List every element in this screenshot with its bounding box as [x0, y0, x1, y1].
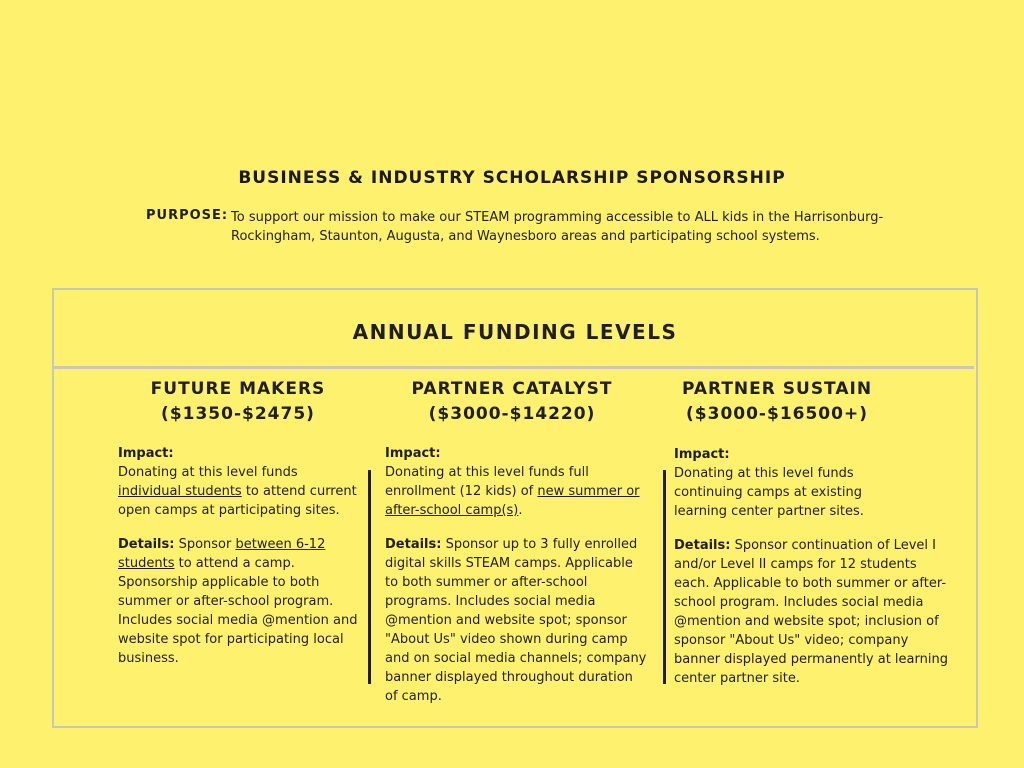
- impact-text-end: .: [518, 503, 523, 518]
- impact-link: new summer or after-school camp(s): [385, 484, 640, 518]
- level-heading-future-makers: [118, 377, 358, 427]
- purpose-text: To support our mission to make our STEAM programming accessible to ALL kids in the Harrisonburg-Rockingham, Staunton, Augusta, and Waynesboro areas and participating school systems.: [231, 210, 884, 244]
- level-body-future-makers: [118, 444, 364, 668]
- level-name: PARTNER SUSTAIN: [681, 379, 873, 399]
- impact-text: Donating at this level funds full enrollment (12 kids) of: [385, 465, 589, 499]
- impact-label: Impact:: [674, 447, 730, 462]
- impact-label: Impact:: [118, 446, 174, 461]
- impact-text-end: to attend current open camps at participating sites.: [118, 484, 357, 518]
- details-label: Details:: [385, 537, 442, 552]
- details-text: Sponsor continuation of Level I and/or Level II camps for 12 students each. Applicable to both summer or after-school program. Includes social media @mention and website spot; inclusion of sponsor "About Us" video; company banner displayed permanently at learning center partner site.: [674, 538, 948, 686]
- impact-label: Impact:: [385, 446, 441, 461]
- level-range: ($1350-$2475): [161, 404, 315, 424]
- column-divider-2: [663, 470, 666, 684]
- details-text: Sponsor up to 3 fully enrolled digital skills STEAM camps. Applicable to both summer or after-school programs. Includes social media @mention and website spot; sponsor "About Us" video shown during camp and on social media channels; company banner displayed throughout duration of camp.: [385, 537, 647, 704]
- details-text-end: to attend a camp. Sponsorship applicable to both summer or after-school program. Includes social media @mention and website spot for participating local business.: [118, 556, 358, 666]
- details-label: Details:: [118, 537, 175, 552]
- page-title: BUSINESS & INDUSTRY SCHOLARSHIP SPONSORSHIP: [238, 168, 786, 188]
- level-heading-partner-sustain: [674, 377, 880, 427]
- impact-text: Donating at this level funds continuing camps at existing learning center partner sites.: [674, 466, 864, 519]
- box-divider: [52, 366, 974, 369]
- level-range: ($3000-$16500+): [686, 404, 868, 424]
- level-body-partner-sustain: [674, 445, 948, 688]
- impact-text: Donating at this level funds: [118, 465, 298, 480]
- details-link: between 6-12 students: [118, 537, 326, 571]
- level-heading-partner-catalyst: [385, 377, 639, 427]
- level-name: PARTNER CATALYST: [411, 379, 613, 399]
- purpose-label: PURPOSE:: [146, 208, 229, 223]
- level-name: FUTURE MAKERS: [150, 379, 326, 399]
- details-text: Sponsor: [174, 537, 236, 552]
- section-title: ANNUAL FUNDING LEVELS: [352, 320, 678, 344]
- details-label: Details:: [674, 538, 731, 553]
- impact-link: individual students: [118, 484, 242, 499]
- level-range: ($3000-$14220): [428, 404, 596, 424]
- column-divider-1: [368, 470, 371, 684]
- level-body-partner-catalyst: [385, 444, 647, 706]
